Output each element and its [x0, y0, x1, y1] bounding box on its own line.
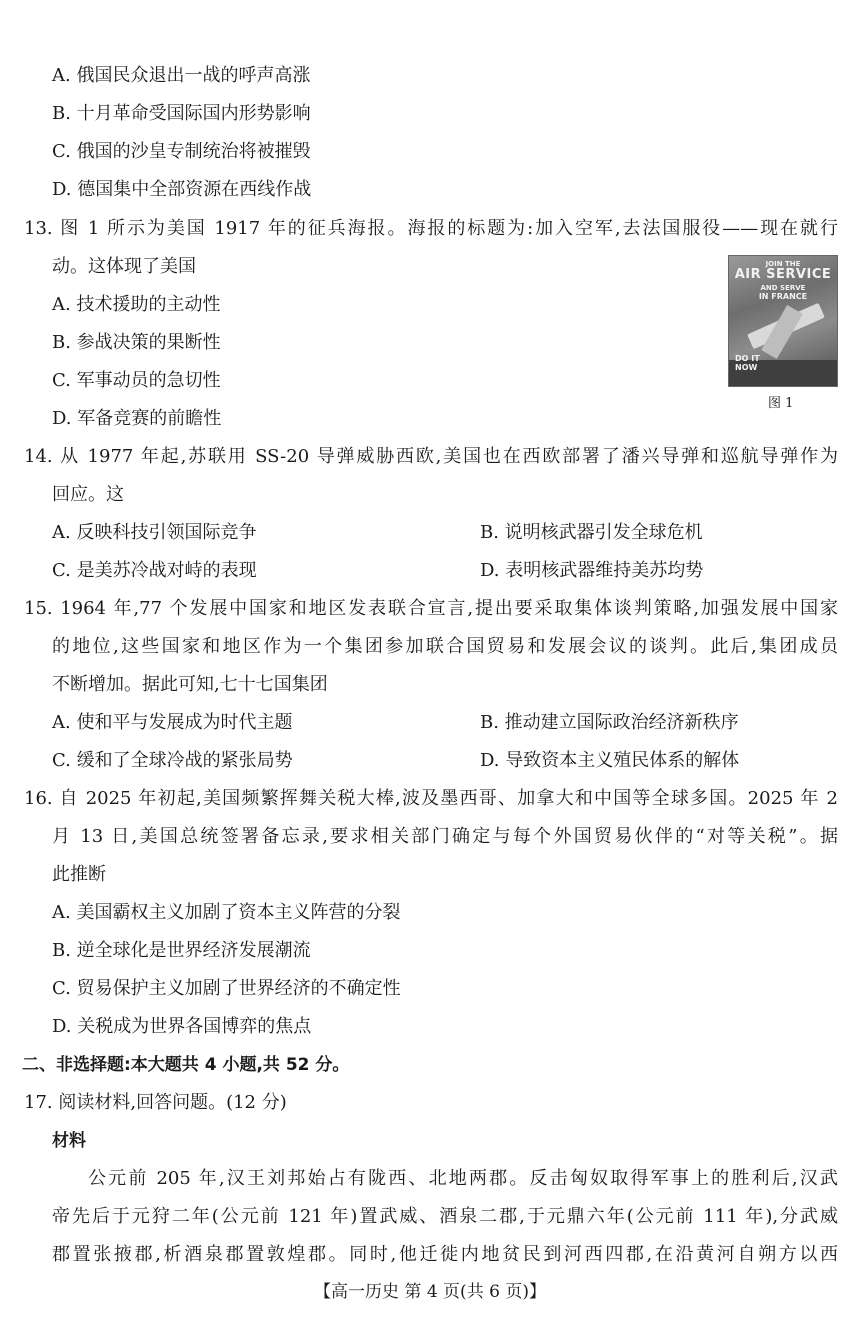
q15-option-b: B. 推动建立国际政治经济新秩序 — [480, 712, 739, 733]
poster-text-and: AND — [760, 284, 778, 292]
recruitment-poster-image — [728, 255, 838, 387]
poster-text-france — [729, 292, 837, 301]
q17-stem: 17. 阅读材料,回答问题。(12 分) — [24, 1092, 287, 1113]
poster-text-air-service: AIR SERVICE — [734, 267, 832, 282]
q12-option-a: A. 俄国民众退出一战的呼声高涨 — [52, 65, 311, 86]
q13-stem-line2: 动。这体现了美国 — [52, 256, 196, 277]
q13-option-b: B. 参战决策的果断性 — [52, 332, 221, 353]
q16-option-a: A. 美国霸权主义加剧了资本主义阵营的分裂 — [52, 902, 401, 923]
section-two-heading: 二、非选择题:本大题共 4 小题,共 52 分。 — [22, 1055, 350, 1075]
q16-option-c: C. 贸易保护主义加剧了世界经济的不确定性 — [52, 978, 401, 999]
q16-stem-line3: 此推断 — [52, 864, 106, 885]
q16-option-b: B. 逆全球化是世界经济发展潮流 — [52, 940, 311, 961]
q15-option-a: A. 使和平与发展成为时代主题 — [52, 712, 293, 733]
q16-stem-line2: 月 13 日,美国总统签署备忘录,要求相关部门确定与每个外国贸易伙伴的“对等关税”。据 — [52, 826, 838, 847]
q14-stem-line1: 14. 从 1977 年起,苏联用 SS-20 导弹威胁西欧,美国也在西欧部署了潘兴导弹和巡航导弹作为 — [24, 446, 838, 467]
q14-option-c: C. 是美苏冷战对峙的表现 — [52, 560, 257, 581]
q12-option-b: B. 十月革命受国际国内形势影响 — [52, 103, 311, 124]
poster-text-now: NOW — [735, 363, 758, 372]
material-label: 材料 — [52, 1131, 86, 1151]
q15-option-c: C. 缓和了全球冷战的紧张局势 — [52, 750, 293, 771]
q15-stem-line3: 不断增加。据此可知,七十七国集团 — [52, 674, 328, 695]
q12-option-c: C. 俄国的沙皇专制统治将被摧毁 — [52, 141, 311, 162]
q13-stem-line1: 13. 图 1 所示为美国 1917 年的征兵海报。海报的标题为:加入空军,去法国服役——现在就行 — [24, 218, 838, 239]
q14-option-a: A. 反映科技引领国际竞争 — [52, 522, 257, 543]
q14-stem-line2: 回应。这 — [52, 484, 124, 505]
material-line1: 公元前 205 年,汉王刘邦始占有陇西、北地两郡。反击匈奴取得军事上的胜利后,汉武 — [88, 1168, 838, 1189]
q14-option-b: B. 说明核武器引发全球危机 — [480, 522, 703, 543]
material-line3: 郡置张掖郡,析酒泉郡置敦煌郡。同时,他迁徙内地贫民到河西四郡,在沿黄河自朔方以西 — [52, 1244, 838, 1265]
figure-caption: 图 1 — [768, 396, 794, 411]
q15-option-d: D. 导致资本主义殖民体系的解体 — [480, 750, 740, 771]
q14-option-d: D. 表明核武器维持美苏均势 — [480, 560, 704, 581]
poster-text-join: JOIN THE — [765, 260, 801, 268]
q13-option-d: D. 军备竞赛的前瞻性 — [52, 408, 222, 429]
poster-text-serve-word: SERVE — [780, 284, 806, 292]
material-line2: 帝先后于元狩二年(公元前 121 年)置武威、酒泉二郡,于元鼎六年(公元前 111 年),分武威 — [52, 1206, 838, 1227]
q12-option-d: D. 德国集中全部资源在西线作战 — [52, 179, 312, 200]
poster-text-in: IN — [758, 292, 769, 301]
poster-text-serve — [729, 284, 837, 292]
poster-text-do-it-now — [735, 354, 775, 372]
q16-stem-line1: 16. 自 2025 年初起,美国频繁挥舞关税大棒,波及墨西哥、加拿大和中国等全球多国。2025 年 2 — [24, 788, 838, 809]
q15-stem-line1: 15. 1964 年,77 个发展中国家和地区发表联合宣言,提出要采取集体谈判策略,加强发展中国家 — [24, 598, 838, 619]
q13-option-c: C. 军事动员的急切性 — [52, 370, 221, 391]
page-footer: 【高一历史 第 4 页(共 6 页)】 — [314, 1282, 546, 1302]
q16-option-d: D. 关税成为世界各国博弈的焦点 — [52, 1016, 312, 1037]
poster-text-do-it: DO IT — [735, 354, 760, 363]
q15-stem-line2: 的地位,这些国家和地区作为一个集团参加联合国贸易和发展会议的谈判。此后,集团成员 — [52, 636, 838, 657]
q13-option-a: A. 技术援助的主动性 — [52, 294, 221, 315]
poster-text-france-word: FRANCE — [771, 292, 808, 301]
